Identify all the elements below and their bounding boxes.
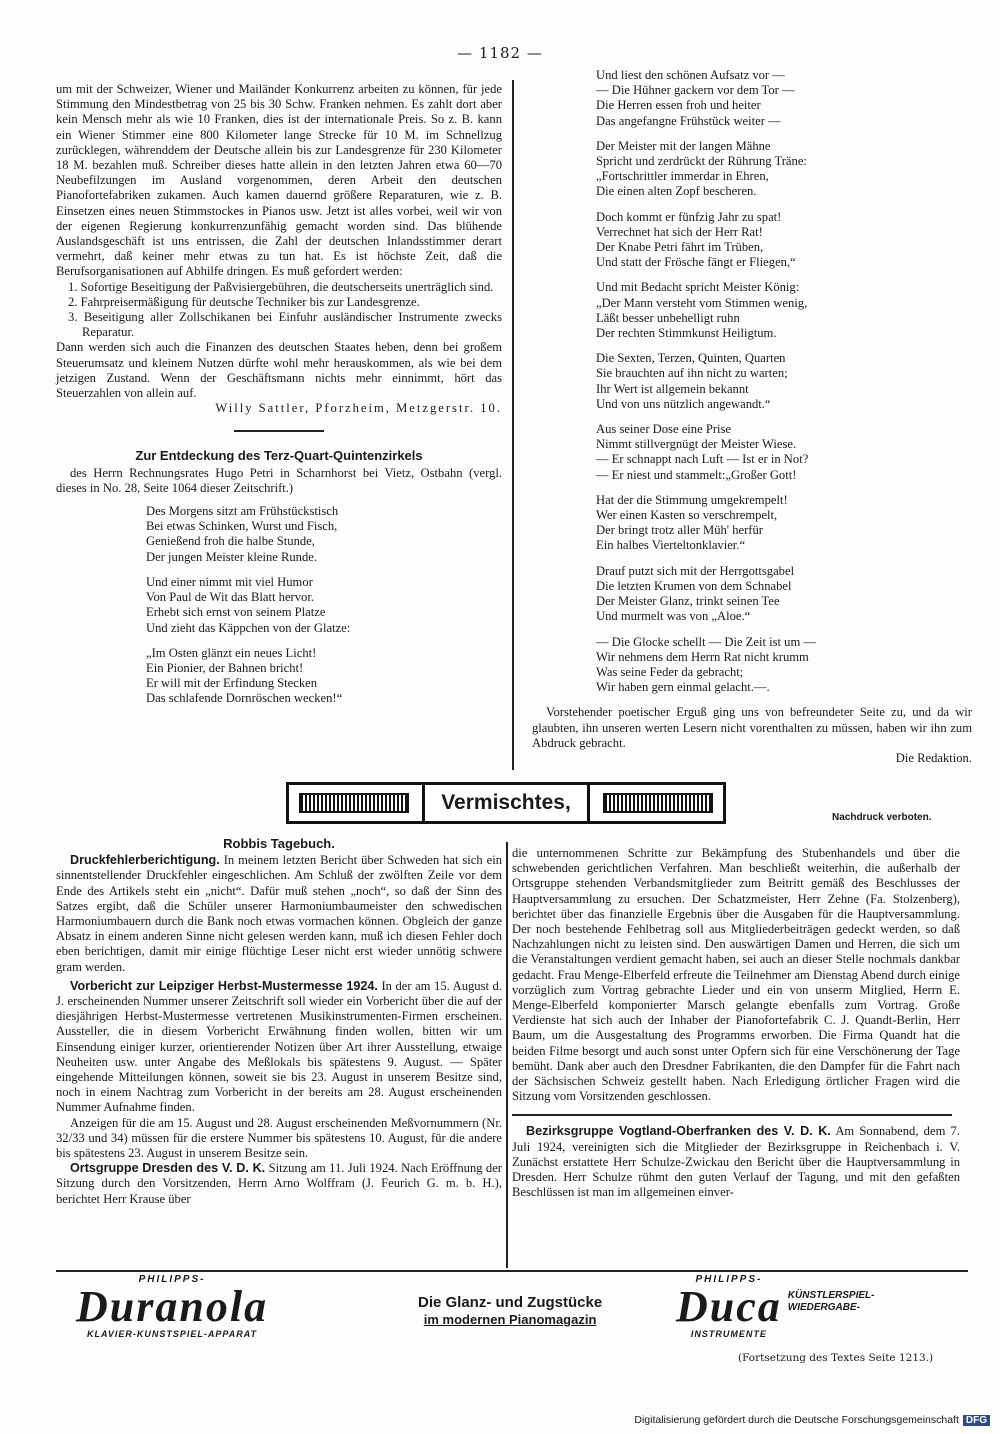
poem-line: Genießend froh die halbe Stunde, bbox=[146, 534, 315, 549]
column-divider bbox=[512, 80, 514, 770]
ad-side-line: WIEDERGABE- bbox=[787, 1302, 861, 1313]
article-paragraph bbox=[56, 979, 502, 1116]
ad-subtitle: INSTRUMENTE bbox=[690, 1329, 767, 1339]
poem-line: Sie brauchten auf ihn nicht zu warten; bbox=[596, 366, 788, 381]
column-bottom-left bbox=[56, 836, 502, 1207]
poem-line: — Er niest und stammelt:„Großer Gott! bbox=[596, 467, 797, 482]
ad-duranola bbox=[76, 1274, 268, 1339]
poem-line: — Er schnappt nach Luft — Ist er in Not? bbox=[596, 452, 809, 467]
banner-ornament bbox=[299, 793, 409, 813]
poem-line: Aus seiner Dose eine Prise bbox=[596, 422, 732, 437]
ad-center-line: Die Glanz- und Zugstücke bbox=[418, 1294, 603, 1311]
ad-side-line: KÜNSTLERSPIEL- bbox=[787, 1290, 875, 1301]
editor-signature: Die Redaktion. bbox=[895, 750, 972, 765]
ad-duca-logo-group bbox=[676, 1274, 782, 1339]
poem-stanza bbox=[146, 646, 502, 707]
article-paragraph: die unternommenen Schritte zur Bekämpfung des Stubenhandels und über die schwebenden gerichtlichen Verfahren. Man beschließt weiterhin, die außerhalb der Ortsgruppe stehenden Verbandsmitglieder zum Beitritt gemäß des Beschlusses der Hauptversammlung zu ersuchen. Der Schatzmeister, Herr Zehne (Fa. Stolzenberg), berichtet über das finanzielle Ergebnis über die Ausgaben für die Hauptversammlung. Der noch bestehende Fehlbetrag soll aus Mitgliederbeiträgen gedeckt werden, so daß Nachzahlungen nicht zu leisten sind. Den auswärtigen Damen und Herren, die sich um die Veranstaltungen verdient gemacht haben, sei auch an dieser Stelle nochmals dankbar gedacht. Frau Menge-Elberfeld erfreute die Teilnehmer am Dienstag Abend durch einige vorzüglich zum Vortrag gebrachte Lieder und ein von unserm Mitglied, Herrn E. Menge-Elberfeld komponierter Marsch gelangte ebenfalls zum Vortrag. Große Verdienste hat sich auch der Inhaber der Pianofortefabrik C. J. Quandt-Berlin, Herr Baum, um die Ausgestaltung des Programms erworben. Die Firma Quandt hat die beiden Filme besorgt und auch sonst unter Opfern sich für eine Verschönerung der Tage bemüht. Dank aber auch den Dresdner Fabrikanten, die den Dampfer für die Fahrt nach der Sächsischen Schweiz gestellt haben. Nach Erledigung örtlicher Fragen wird die Sitzung vom Vorsitzenden geschlossen. bbox=[512, 846, 960, 1104]
column-divider bbox=[506, 842, 508, 1268]
advertisement-strip bbox=[56, 1274, 968, 1344]
poem-line: Drauf putzt sich mit der Herrgottsgabel bbox=[596, 563, 795, 578]
section-heading: Robbis Tagebuch. bbox=[223, 836, 335, 851]
poem-line: — Die Hühner gackern vor dem Tor — bbox=[596, 83, 795, 98]
poem-line: Und murmelt was von „Aloe.“ bbox=[596, 609, 751, 624]
poem-line: „Im Osten glänzt ein neues Licht! bbox=[146, 645, 317, 660]
section-intro: des Herrn Rechnungsrates Hugo Petri in Scharnhorst bei Vietz, Ostbahn (vergl. dieses in No. 28, Seite 1064 dieser Zeitschrift.) bbox=[56, 465, 502, 495]
ad-duca-side bbox=[788, 1290, 875, 1314]
poem-line: Das angefangne Frühstück weiter — bbox=[596, 113, 781, 128]
poem-stanza bbox=[596, 139, 972, 200]
poem-line: Die Herren essen froh und heiter bbox=[596, 98, 761, 113]
poem-line: Der rechten Stimmkunst Heiligtum. bbox=[596, 326, 777, 341]
poem-line: Und liest den schönen Aufsatz vor — bbox=[596, 68, 785, 82]
paragraph-head: Ortsgruppe Dresden des V. D. K. bbox=[70, 1161, 266, 1176]
poem-line: Wir nehmens dem Herrn Rat nicht krumm bbox=[596, 649, 809, 664]
poem-line: Wir haben gern einmal gelacht.—. bbox=[596, 680, 770, 695]
poem-line: Und von uns nützlich angewandt.“ bbox=[596, 396, 771, 411]
poem-stanza bbox=[596, 351, 972, 412]
article-paragraph bbox=[56, 853, 502, 975]
column-top-left bbox=[56, 82, 502, 717]
poem-right bbox=[532, 68, 972, 695]
list-item: 3. Beseitigung aller Zollschikanen bei Einfuhr ausländischer Instrumente zwecks Reparatur. bbox=[68, 310, 502, 340]
poem-stanza bbox=[596, 68, 972, 129]
list-item: 1. Sofortige Beseitigung der Paßvisiergebühren, die deutscherseits unerträglich sind. bbox=[68, 279, 494, 294]
ad-brand-top: PHILIPPS- bbox=[138, 1274, 206, 1285]
poem-line: „Der Mann versteht vom Stimmen wenig, bbox=[596, 295, 808, 310]
poem-line: Ein halbes Vierteltonklavier.“ bbox=[596, 538, 746, 553]
poem-line: Erhebt sich ernst von seinem Platze bbox=[146, 605, 326, 620]
ad-logo-text: Duranola bbox=[76, 1282, 269, 1331]
poem-line: Der jungen Meister kleine Runde. bbox=[146, 549, 318, 564]
ad-center-line: im modernen Pianomagazin bbox=[423, 1312, 597, 1327]
paragraph-head: Bezirksgruppe Vogtland-Oberfranken des V. D. K. bbox=[526, 1124, 831, 1139]
poem-line: Nimmt stillvergnügt der Meister Wiese. bbox=[596, 437, 797, 452]
ad-duca bbox=[676, 1274, 874, 1339]
paragraph-text: Sitzung am 11. Juli 1924. Nach Eröffnung der Sitzung durch den Vorsitzenden, Herrn Arno Wolffram (J. Feurich G. m. b. H.), berichtet Herr Krause über bbox=[56, 1161, 502, 1206]
poem-line: Der Meister Glanz, trinkt seinen Tee bbox=[596, 594, 780, 609]
poem-line: Und zieht das Käppchen von der Glatze: bbox=[146, 620, 351, 635]
poem-stanza bbox=[596, 210, 972, 271]
poem-line: Was seine Feder da gebracht; bbox=[596, 664, 744, 679]
dfg-logo: DFG bbox=[963, 1415, 990, 1426]
poem-stanza bbox=[596, 493, 972, 554]
poem-line: Und statt der Frösche fängt er Fliegen,“ bbox=[596, 255, 796, 270]
ad-top-rule bbox=[56, 1270, 968, 1272]
page-number: — 1182 — bbox=[457, 44, 543, 62]
poem-line: — Die Glocke schellt — Die Zeit ist um — bbox=[596, 634, 816, 649]
poem-line: Der bringt trotz aller Müh' herfür bbox=[596, 523, 763, 538]
poem-line: Des Morgens sitzt am Frühstückstisch bbox=[146, 504, 339, 519]
paragraph-text: In meinem letzten Bericht über Schweden hat sich ein sinnentstellender Druckfehler eingeschlichen. Am Schluß der zwölften Zeile vor dem Ende des Artikels steht ein „nicht“. Dafür muß stehen „noch“, so daß der Sinn des Satzes ergibt, daß die Schüler unserer Harmoniumbaumeister den schwedischen Harmoniumbauern durch die Bank noch etwas vormachen können. Obgleich der ganze Absatz in einem anderen Sinne nicht gelesen werden kann, muß ich diesen Fehler doch eben berichtigen, damit mir einige flüchtige Leser nicht erst wieder unnötig schwere gram werden. bbox=[56, 853, 502, 974]
ad-logo-text: Duca bbox=[676, 1282, 782, 1331]
footer-text: Digitalisierung gefördert durch die Deutsche Forschungsgemeinschaft bbox=[634, 1414, 959, 1426]
article-signature: Willy Sattler, Pforzheim, Metzgerstr. 10. bbox=[215, 401, 502, 416]
banner-ornament bbox=[603, 793, 713, 813]
poem-line: Von Paul de Wit das Blatt hervor. bbox=[146, 590, 314, 605]
poem-line: Wer einen Kasten so verschrempelt, bbox=[596, 508, 778, 523]
list-item: 2. Fahrpreisermäßigung für deutsche Techniker bis zur Landesgrenze. bbox=[68, 294, 420, 309]
poem-stanza bbox=[596, 280, 972, 341]
poem-line: Läßt besser unbehelligt ruhn bbox=[596, 310, 740, 325]
poem-stanza bbox=[596, 635, 972, 696]
divider bbox=[512, 1114, 952, 1116]
section-banner bbox=[286, 782, 726, 824]
article-paragraph: Anzeigen für die am 15. August und 28. August erscheinenden Meßvornummern (Nr. 32/33 und 34) müssen für die erstere Nummer bis spätestens 10. August, für die andere bis spätestens 23. August in unserem Besitze sein. bbox=[56, 1115, 502, 1161]
poem-line: Verrechnet hat sich der Herr Rat! bbox=[596, 224, 763, 239]
column-bottom-right bbox=[512, 846, 960, 1200]
poem-line: Und einer nimmt mit viel Humor bbox=[146, 574, 313, 589]
poem-line: Der Knabe Petri fährt im Trüben, bbox=[596, 240, 764, 255]
poem-line: Ein Pionier, der Bahnen bricht! bbox=[146, 660, 304, 675]
poem-stanza bbox=[146, 504, 502, 565]
column-top-right bbox=[532, 68, 972, 766]
poem-stanza bbox=[596, 564, 972, 625]
poem-line: Doch kommt er fünfzig Jahr zu spat! bbox=[596, 209, 782, 224]
poem-left bbox=[56, 504, 502, 706]
ad-center bbox=[418, 1294, 602, 1328]
article-paragraph bbox=[512, 1124, 960, 1200]
article-paragraph: um mit der Schweizer, Wiener und Mailänder Konkurrenz arbeiten zu können, für jede Stimmung den Mindestbetrag von 25 bis 30 Schw. Franken nehmen. Es zahlt dort aber kein Mensch mehr als wie 10 Franken, dies ist der internationale Preis. So z. B. kann ein Wiener Stimmer eine 800 Kilometer lange Strecke für 10 M. im Schnellzug zurücklegen, währenddem der Deutsche allein bis zur Landesgrenze für 230 Kilometer 18 M. bezahlen muß. Schreiber dieses hatte allein in den letzten Jahren etwa 60—70 Neubefilzungen im Ausland vorgenommen, deren Arbeit den deutschen Pianofortefabriken zukamen. Auch kamen dauernd größere Reparaturen, wie z. B. Einsetzen eines neuen Stimmstockes in Pianos usw. Jetzt ist alles vorbei, weil wir von der eigenen Regierung konkurrenzunfähig gemacht worden sind. Das blühende Auslandsgeschäft ist uns entrissen, die Zahl der deutschen Inlandsstimmer derart vermehrt, daß keiner mehr etwas zu tun hat. Es ist höchste Zeit, daß die Berufsorganisationen auf Abhilfe dringen. Es muß gefordert werden: bbox=[56, 82, 502, 279]
ad-brand-top: PHILIPPS- bbox=[695, 1274, 763, 1285]
poem-line: Die einen alten Zopf bescheren. bbox=[596, 184, 757, 199]
poem-line: Bei etwas Schinken, Wurst und Fisch, bbox=[146, 519, 338, 534]
banner-title: Vermischtes, bbox=[422, 785, 590, 821]
poem-line: Spricht und zerdrückt der Rührung Träne: bbox=[596, 154, 807, 169]
poem-stanza bbox=[146, 575, 502, 636]
section-title: Zur Entdeckung des Terz-Quart-Quintenzirkels bbox=[135, 448, 423, 464]
paragraph-head: Vorbericht zur Leipziger Herbst-Mustermesse 1924. bbox=[70, 978, 378, 993]
divider bbox=[234, 430, 324, 432]
poem-line: Er will mit der Erfindung Stecken bbox=[146, 676, 318, 691]
paragraph-text: In der am 15. August d. J. erscheinenden Nummer unserer Zeitschrift soll wieder ein Vorbericht über die auf der diesjährigen Herbst-Mustermesse vertretenen Musikinstrumenten-Firmen erscheinen. Aussteller, die in diesem Vorbericht Erwähnung finden wollen, bitten wir um Einsendung einiger kurzer, orientierender Notizen über Art ihrer Ausstellung, etwaige Neuheiten usw. unter Angabe des Meßlokals bis spätestens 9. August. — Später eingehende Mitteilungen können, soweit sie bis 23. August in unserem Besitze sind, noch in einem Nachtrag zum Vorbericht in der bereits am 28. August erscheinenden Nummer Aufnahme finden. bbox=[56, 978, 502, 1115]
editor-note: Vorstehender poetischer Erguß ging uns von befreundeter Seite zu, und da wir glaubten, ihn unseren werten Lesern nicht vorenthalten zu müssen, haben wir ihn zum Abdruck gebracht. bbox=[532, 705, 972, 750]
article-paragraph bbox=[56, 1161, 502, 1207]
poem-line: Und mit Bedacht spricht Meister König: bbox=[596, 280, 800, 295]
poem-line: Die Sexten, Terzen, Quinten, Quarten bbox=[596, 351, 786, 366]
poem-stanza bbox=[596, 422, 972, 483]
paragraph-text: Am Sonnabend, dem 7. Juli 1924, vereinigten sich die Mitglieder der Bezirksgruppe in Reichenbach i. V. Zunächst erstattete Herr Schulze-Zwickau den Bericht über die Hauptversammlung in Dresden. Herr Schulze rühmt den guten Verlauf der Tagung, und mit den gefaßten Beschlüssen ist man im allgemeinen einver- bbox=[512, 1124, 960, 1200]
reprint-note: Nachdruck verboten. bbox=[832, 812, 932, 823]
poem-line: Die letzten Krumen von dem Schnabel bbox=[596, 578, 792, 593]
paragraph-head: Druckfehlerberichtigung. bbox=[70, 853, 220, 868]
poem-line: Der Meister mit der langen Mähne bbox=[596, 138, 771, 153]
poem-line: Hat der die Stimmung umgekrempelt! bbox=[596, 492, 788, 507]
poem-line: Das schlafende Dornröschen wecken!“ bbox=[146, 691, 343, 706]
poem-line: Ihr Wert ist allgemein bekannt bbox=[596, 381, 749, 396]
ad-subtitle: KLAVIER-KUNSTSPIEL-APPARAT bbox=[87, 1329, 258, 1339]
continuation-note: (Fortsetzung des Textes Seite 1213.) bbox=[738, 1352, 934, 1364]
article-closing: Dann werden sich auch die Finanzen des deutschen Staates heben, denn bei großem Steuerumsatz und kleinem Nutzen dürfte wohl mehr herauskommen, als wie bei dem jetzigen Zustand. Wenn der Geschäftsmann nichts mehr einnimmt, hört das Steuerzahlen von allein auf. bbox=[56, 340, 502, 401]
poem-line: „Fortschrittler immerdar in Ehren, bbox=[596, 169, 769, 184]
digitization-footer bbox=[634, 1414, 990, 1426]
